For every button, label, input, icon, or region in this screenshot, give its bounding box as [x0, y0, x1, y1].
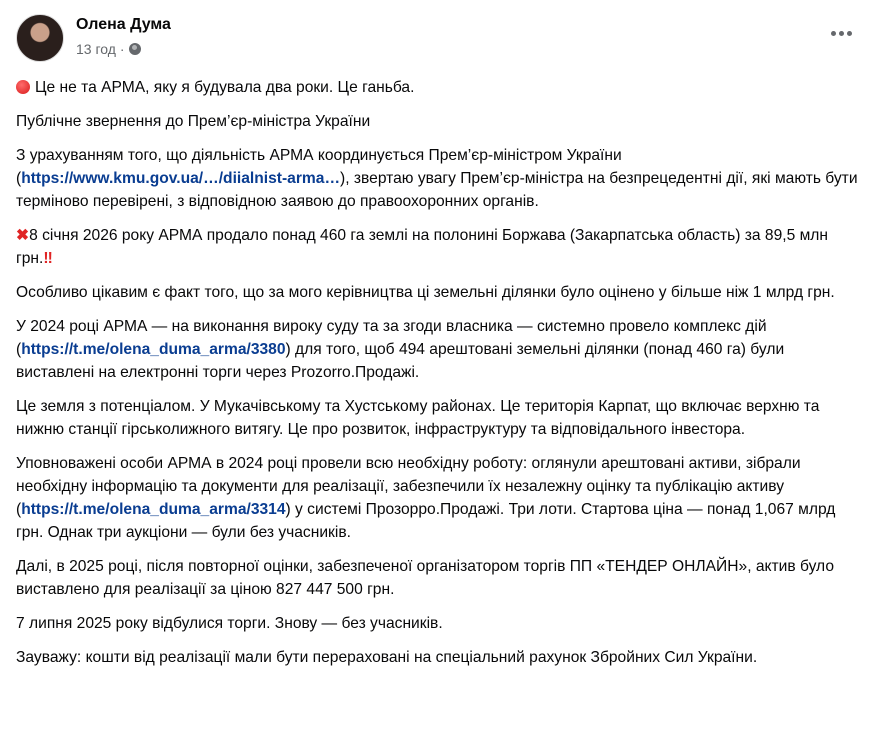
separator-dot: · [119, 41, 125, 57]
post-text: ) у системі Прозорро.Продажі. Три лоти. Стартова ціна — понад 1,067 млрд грн. Однак три аукціони — були без учасників. [16, 501, 836, 541]
post-paragraph [16, 612, 862, 635]
post-paragraph [16, 452, 862, 544]
post-paragraph [16, 76, 862, 99]
post-link[interactable]: https://t.me/olena_duma_arma/3380 [21, 341, 286, 358]
post-text: Уповноважені особи АРМА в 2024 році провели всю необхідну роботу: оглянули арештовані активи, зібрали необхідну інформацію та документи для реалізації, забезпечили їх незалежну оцінку та публікацію активу ( [16, 455, 801, 518]
dot-icon [839, 31, 844, 36]
dot-icon [847, 31, 852, 36]
post-text: ), звертаю увагу Прем’єр-міністра на безпрецедентні дії, які мають бути терміново перевірені, з відповідною заявою до правоохоронних органів. [16, 170, 858, 210]
post-paragraph [16, 555, 862, 601]
post-text: 8 січня 2026 року АРМА продало понад 460 га землі на полонині Боржава (Закарпатська область) за 89,5 млн грн. [16, 227, 829, 267]
post-text: Це не та АРМА, яку я будувала два роки. Це ганьба. [35, 79, 415, 96]
post-text: З урахуванням того, що діяльність АРМА координується Прем’єр-міністром України ( [16, 147, 622, 187]
post-paragraph [16, 281, 862, 304]
globe-icon [129, 43, 141, 55]
post-paragraph [16, 646, 862, 669]
post-paragraph [16, 110, 862, 133]
more-options-button[interactable] [831, 31, 852, 36]
dot-icon [831, 31, 836, 36]
post-link[interactable]: https://www.kmu.gov.ua/…/diialnist-arma… [21, 170, 341, 187]
post-text: Особливо цікавим є факт того, що за мого керівництва ці земельні ділянки було оцінено у більше ніж 1 млрд грн. [16, 284, 835, 301]
red-circle-icon [16, 80, 30, 94]
post-paragraph [16, 224, 862, 270]
cross-mark-icon: ✖ [16, 227, 30, 244]
double-exclamation-icon: ‼ [43, 250, 53, 267]
author-name[interactable]: Олена Дума [76, 16, 171, 33]
post-body [16, 76, 862, 680]
post-time[interactable]: 13 год [76, 41, 116, 57]
post-text: У 2024 році АРМА — на виконання вироку суду та за згоди власника — системно провело комплекс дій ( [16, 318, 767, 358]
post-meta [76, 41, 141, 57]
author-avatar[interactable] [16, 14, 64, 62]
post-text: Далі, в 2025 році, після повторної оцінки, забезпеченої організатором торгів ПП «ТЕНДЕР ОНЛАЙН», актив було виставлено для реалізації за ціною 827 447 500 грн. [16, 558, 834, 598]
post-text: 7 липня 2025 року відбулися торги. Знову — без учасників. [16, 615, 443, 632]
post-text: Публічне звернення до Прем’єр-міністра України [16, 113, 371, 130]
post-text: Зауважу: кошти від реалізації мали бути перераховані на спеціальний рахунок Збройних Сил України. [16, 649, 758, 666]
post-text: ) для того, щоб 494 арештовані земельні ділянки (понад 460 га) були виставлені на електронні торги через Prozorro.Продажі. [16, 341, 785, 381]
post-paragraph [16, 395, 862, 441]
post-text: Це земля з потенціалом. У Мукачівському та Хустському районах. Це територія Карпат, що включає верхню та нижню станції гірськолижного витягу. Це про розвиток, інфраструктуру та відповідального інвестора. [16, 398, 820, 438]
post-paragraph [16, 144, 862, 213]
post-paragraph [16, 315, 862, 384]
post-link[interactable]: https://t.me/olena_duma_arma/3314 [21, 501, 286, 518]
